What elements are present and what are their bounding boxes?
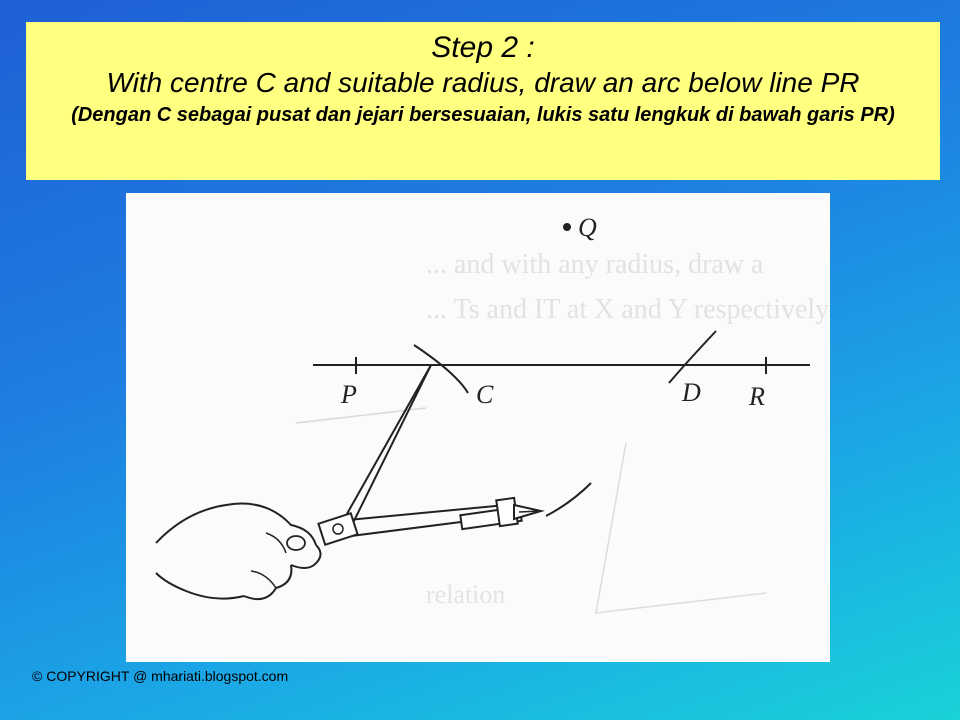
instruction-banner bbox=[26, 22, 940, 180]
label-p: P bbox=[341, 380, 357, 409]
label-r: R bbox=[749, 382, 765, 411]
construction-figure bbox=[126, 193, 830, 662]
arc-at-d bbox=[669, 331, 716, 383]
instruction-english: With centre C and suitable radius, draw an arc below line PR bbox=[106, 67, 860, 98]
label-q: Q bbox=[578, 213, 597, 242]
ghost-text-3: relation bbox=[426, 580, 506, 609]
hand-icon bbox=[156, 504, 321, 600]
label-d: D bbox=[682, 378, 701, 407]
point-q-dot bbox=[563, 223, 571, 231]
label-c: C bbox=[476, 380, 494, 409]
copyright-footer: © COPYRIGHT @ mhariati.blogspot.com bbox=[32, 668, 289, 684]
compass-construction-diagram bbox=[126, 193, 830, 662]
arc-at-c bbox=[414, 345, 468, 393]
step-heading: Step 2 : bbox=[431, 31, 535, 64]
instruction-malay: (Dengan C sebagai pusat dan jejari bersesuaian, lukis satu lengkuk di bawah garis PR) bbox=[71, 104, 895, 126]
arc-below-line bbox=[546, 483, 591, 516]
ghost-text-2: ... Ts and IT at X and Y respectively bbox=[426, 294, 830, 325]
ghost-text-1: ... and with any radius, draw a bbox=[426, 249, 764, 280]
faint-triangle bbox=[596, 443, 766, 613]
